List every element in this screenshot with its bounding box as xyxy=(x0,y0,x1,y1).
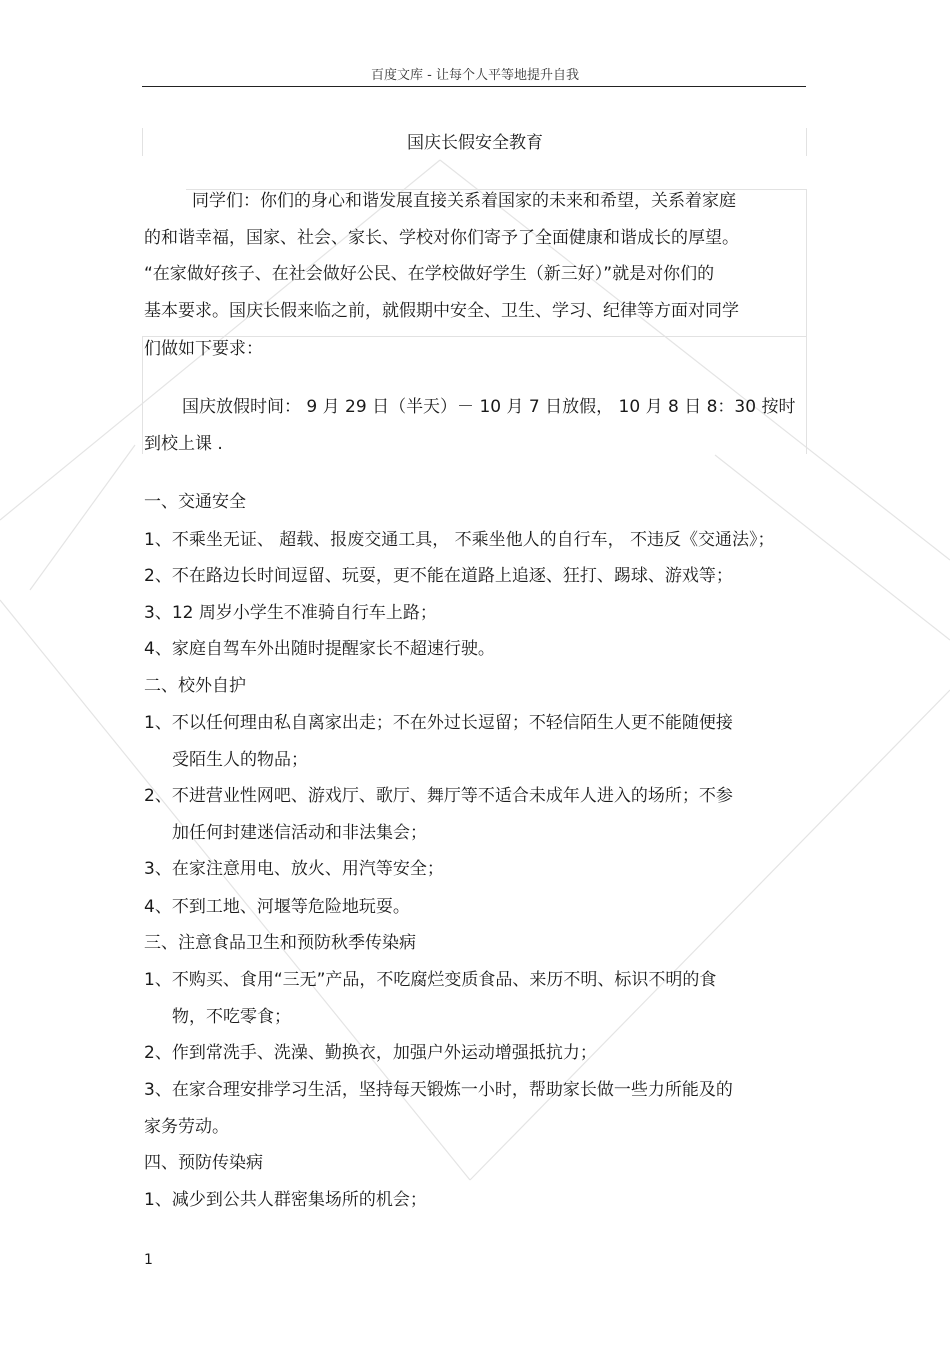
list-item: 1、不以任何理由私自离家出走；不在外过长逗留；不轻信陌生人更不能随便接 xyxy=(144,713,733,733)
list-item: 1、不购买、食用“三无”产品，不吃腐烂变质食品、来历不明、标识不明的食 xyxy=(144,970,717,990)
document-title: 国庆长假安全教育 xyxy=(407,133,543,153)
holiday-line: 国庆放假时间： 9 月 29 日（半天）－ 10 月 7 日放假， 10 月 8 日 8：30 按时 xyxy=(182,397,796,417)
list-item: 3、在家合理安排学习生活，坚持每天锻炼一小时，帮助家长做一些力所能及的 xyxy=(144,1080,733,1100)
list-item: 1、不乘坐无证、 超载、报废交通工具， 不乘坐他人的自行车， 不违反《交通法》； xyxy=(144,530,775,550)
intro-line: 们做如下要求： xyxy=(144,339,263,359)
list-item: 4、家庭自驾车外出随时提醒家长不超速行驶。 xyxy=(144,639,495,659)
section-heading: 二、校外自护 xyxy=(144,676,246,696)
intro-line: 基本要求。国庆长假来临之前，就假期中安全、卫生、学习、纪律等方面对同学 xyxy=(144,301,739,321)
section-heading: 一、交通安全 xyxy=(144,492,246,512)
section-heading: 三、注意食品卫生和预防秋季传染病 xyxy=(144,933,416,953)
intro-line: “在家做好孩子、在社会做好公民、在学校做好学生（新三好）”就是对你们的 xyxy=(144,264,715,284)
list-item: 受陌生人的物品； xyxy=(172,750,308,770)
list-item: 2、不在路边长时间逗留、玩耍，更不能在道路上追逐、狂打、踢球、游戏等； xyxy=(144,566,733,586)
frame-line xyxy=(806,189,807,454)
holiday-line: 到校上课 . xyxy=(144,434,223,454)
list-item: 1、减少到公共人群密集场所的机会； xyxy=(144,1190,427,1210)
frame-line xyxy=(142,336,143,454)
list-item: 2、作到常洗手、洗澡、勤换衣，加强户外运动增强抵抗力； xyxy=(144,1043,597,1063)
list-item: 物，不吃零食； xyxy=(172,1007,291,1027)
header-divider xyxy=(142,86,806,87)
list-item: 4、不到工地、河堰等危险地玩耍。 xyxy=(144,897,410,917)
frame-line xyxy=(142,336,806,337)
list-item: 3、12 周岁小学生不准骑自行车上路； xyxy=(144,603,437,623)
page-header: 百度文库 - 让每个人平等地提升自我 xyxy=(371,68,579,83)
page-number: 1 xyxy=(144,1252,153,1268)
list-item: 2、不进营业性网吧、游戏厅、歌厅、舞厅等不适合未成年人进入的场所；不参 xyxy=(144,786,733,806)
intro-line: 的和谐幸福，国家、社会、家长、学校对你们寄予了全面健康和谐成长的厚望。 xyxy=(144,228,739,248)
intro-line: 同学们：你们的身心和谐发展直接关系着国家的未来和希望，关系着家庭 xyxy=(192,191,736,211)
list-item: 3、在家注意用电、放火、用汽等安全； xyxy=(144,859,444,879)
list-item: 家务劳动。 xyxy=(144,1117,229,1137)
section-heading: 四、预防传染病 xyxy=(144,1153,263,1173)
list-item: 加任何封建迷信活动和非法集会； xyxy=(172,823,427,843)
